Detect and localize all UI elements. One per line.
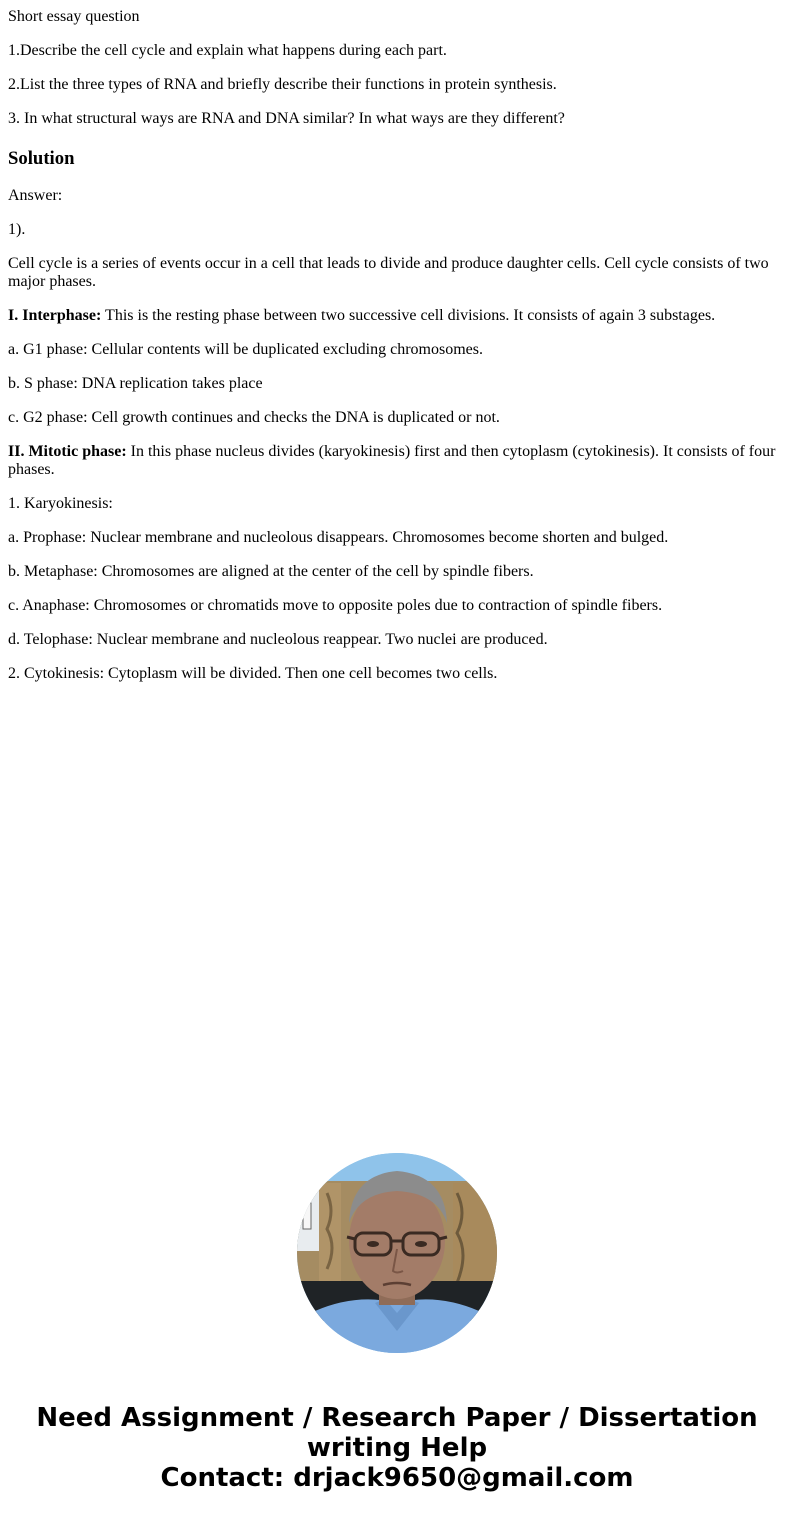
answer-label: Answer: (8, 187, 63, 204)
phase-anaphase: c. Anaphase: Chromosomes or chromatids move to opposite poles due to contraction of spindle fibers. (8, 597, 663, 614)
promo-line-2: writing Help (306, 1433, 488, 1463)
phase-prophase: a. Prophase: Nuclear membrane and nucleolous disappears. Chromosomes become shorten and bulged. (8, 529, 669, 546)
promo-line-1: Need Assignment / Research Paper / Dissertation (36, 1403, 758, 1433)
interphase-paragraph (8, 307, 784, 325)
cytokinesis: 2. Cytokinesis: Cytoplasm will be divided. Then one cell becomes two cells. (8, 665, 498, 682)
mitotic-label: II. Mitotic phase: (8, 443, 127, 460)
substage-g2: c. G2 phase: Cell growth continues and checks the DNA is duplicated or not. (8, 409, 500, 426)
substage-s: b. S phase: DNA replication takes place (8, 375, 263, 392)
solution-heading: Solution (8, 148, 75, 169)
cell-cycle-intro: Cell cycle is a series of events occur in a cell that leads to divide and produce daughter cells. Cell cycle consists of two major phases. (8, 255, 769, 290)
part-number: 1). (8, 221, 26, 238)
promo-banner (0, 1403, 794, 1493)
interphase-label: I. Interphase: (8, 307, 102, 324)
mitotic-paragraph (8, 443, 784, 479)
question-2: 2.List the three types of RNA and briefly describe their functions in protein synthesis. (8, 76, 557, 93)
phase-metaphase: b. Metaphase: Chromosomes are aligned at the center of the cell by spindle fibers. (8, 563, 534, 580)
person-photo-icon (297, 1153, 497, 1353)
question-1: 1.Describe the cell cycle and explain what happens during each part. (8, 42, 447, 59)
question-section-title: Short essay question (8, 8, 140, 25)
interphase-text: This is the resting phase between two successive cell divisions. It consists of again 3 substages. (101, 307, 716, 324)
substage-g1: a. G1 phase: Cellular contents will be duplicated excluding chromosomes. (8, 341, 483, 358)
promo-contact: Contact: drjack9650@gmail.com (160, 1463, 634, 1493)
phase-telophase: d. Telophase: Nuclear membrane and nucleolous reappear. Two nuclei are produced. (8, 631, 548, 648)
karyokinesis-label: 1. Karyokinesis: (8, 495, 113, 512)
question-3: 3. In what structural ways are RNA and DNA similar? In what ways are they different? (8, 110, 565, 127)
avatar (297, 1153, 497, 1353)
mitotic-text: In this phase nucleus divides (karyokinesis) first and then cytoplasm (cytokinesis). It consists of four phases. (8, 443, 776, 478)
